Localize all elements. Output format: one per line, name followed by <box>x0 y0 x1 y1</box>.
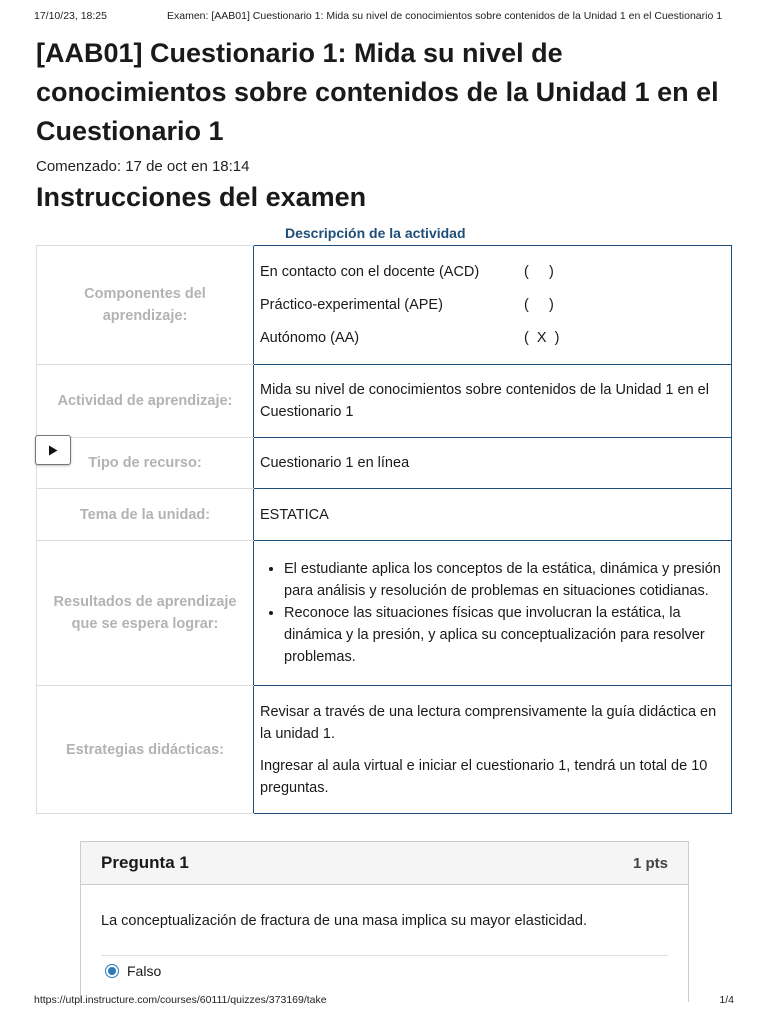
print-footer <box>34 994 734 1010</box>
outcomes-list <box>260 558 725 668</box>
table-row-components <box>37 246 732 365</box>
page-number: 1/4 <box>719 994 734 1006</box>
component-mark: ( X ) <box>524 330 560 346</box>
question-card <box>80 841 689 1002</box>
print-page-title: Examen: [AAB01] Cuestionario 1: Mida su nivel de conocimientos sobre contenidos de la Unidad 1 en el Cuestionario 1 <box>167 10 723 22</box>
components-value <box>254 246 732 365</box>
print-url: https://utpl.instructure.com/courses/60111/quizzes/373169/take <box>34 994 327 1006</box>
component-mark: ( ) <box>524 264 554 280</box>
outcomes-value <box>254 541 732 686</box>
answer-label: Falso <box>127 963 162 979</box>
component-label: Autónomo (AA) <box>260 330 360 346</box>
activity-value: Mida su nivel de conocimientos sobre contenidos de la Unidad 1 en el Cuestionario 1 <box>254 365 732 438</box>
component-label: En contacto con el docente (ACD) <box>260 264 480 280</box>
component-mark: ( ) <box>524 297 554 313</box>
topic-value: ESTATICA <box>254 489 732 541</box>
resource-label: Tipo de recurso: <box>37 438 254 489</box>
list-item: • El estudiante aplica los conceptos de la estática, dinámica y presión para análisis y resolución de problemas en situaciones cotidianas. <box>284 558 725 602</box>
play-icon <box>48 445 58 456</box>
strategy-paragraph: Revisar a través de una lectura comprensivamente la guía didáctica en la unidad 1. <box>260 703 717 742</box>
components-label: Componentes del aprendizaje: <box>37 246 254 365</box>
resource-value: Cuestionario 1 en línea <box>254 438 732 489</box>
table-row-resource <box>37 438 732 489</box>
answer-divider <box>101 955 668 956</box>
table-row-outcomes <box>37 541 732 686</box>
question-points: 1 pts <box>632 854 668 872</box>
table-caption: Descripción de la actividad <box>285 225 466 241</box>
play-button[interactable] <box>35 435 71 465</box>
question-name: Pregunta 1 <box>101 853 189 872</box>
strategies-label: Estrategias didácticas: <box>37 686 254 814</box>
radio-selected-icon[interactable] <box>105 964 119 978</box>
outcomes-label: Resultados de aprendizaje que se espera lograr: <box>37 541 254 686</box>
strategy-paragraph: Ingresar al aula virtual e iniciar el cuestionario 1, tendrá un total de 10 preguntas. <box>260 757 708 796</box>
strategies-value <box>254 686 732 814</box>
question-text: La conceptualización de fractura de una masa implica su mayor elasticidad. <box>101 913 588 929</box>
print-header <box>34 10 734 26</box>
started-timestamp: Comenzado: 17 de oct en 18:14 <box>36 158 250 175</box>
quiz-title: [AAB01] Cuestionario 1: Mida su nivel de conocimientos sobre contenidos de la Unidad 1 en el Cuestionario 1 <box>36 38 719 146</box>
component-item <box>260 256 725 289</box>
topic-label: Tema de la unidad: <box>37 489 254 541</box>
activity-description-table <box>36 245 732 814</box>
answer-option-falso[interactable] <box>105 963 161 979</box>
table-row-topic <box>37 489 732 541</box>
table-row-activity <box>37 365 732 438</box>
activity-label: Actividad de aprendizaje: <box>37 365 254 438</box>
list-item: • Reconoce las situaciones físicas que involucran la estática, la dinámica y la presión, y aplica su conceptualización para resolver problemas. <box>284 602 725 668</box>
table-row-strategies <box>37 686 732 814</box>
print-datetime: 17/10/23, 18:25 <box>34 10 107 22</box>
component-label: Práctico-experimental (APE) <box>260 297 443 313</box>
component-item <box>260 322 725 355</box>
component-item <box>260 289 725 322</box>
instructions-heading: Instrucciones del examen <box>36 182 367 212</box>
question-header <box>81 842 688 885</box>
